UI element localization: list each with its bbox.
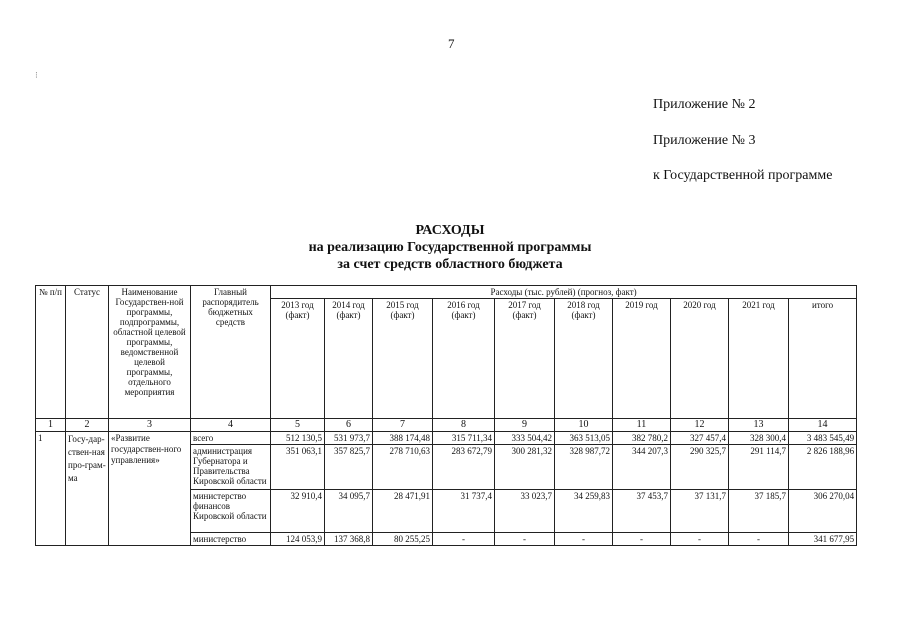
- row-value: 32 910,4: [271, 490, 325, 533]
- column-number: 1: [36, 419, 66, 432]
- row-value: 33 023,7: [495, 490, 555, 533]
- column-number: 4: [191, 419, 271, 432]
- row-value: 327 457,4: [671, 432, 729, 445]
- row-value: 357 825,7: [325, 445, 373, 490]
- header-expenses: Расходы (тыс. рублей) (прогноз, факт): [271, 286, 857, 299]
- row-manager: министерство: [191, 533, 271, 546]
- header-year: 2016 год (факт): [433, 299, 495, 419]
- row-manager: министерство финансов Кировской области: [191, 490, 271, 533]
- column-number: 9: [495, 419, 555, 432]
- row-value: 328 300,4: [729, 432, 789, 445]
- header-num: № п/п: [36, 286, 66, 419]
- row-value: 28 471,91: [373, 490, 433, 533]
- row-value: 80 255,25: [373, 533, 433, 546]
- row-value: -: [433, 533, 495, 546]
- column-number: 12: [671, 419, 729, 432]
- expenses-table: [35, 285, 857, 546]
- header-manager: Главный распорядитель бюджетных средств: [191, 286, 271, 419]
- title-line-2: на реализацию Государственной программы: [308, 240, 592, 255]
- column-number: 13: [729, 419, 789, 432]
- row-manager: всего: [191, 432, 271, 445]
- title-line-1: РАСХОДЫ: [415, 223, 485, 238]
- title-line-3: за счет средств областного бюджета: [337, 257, 563, 272]
- row-value: 512 130,5: [271, 432, 325, 445]
- row-value: 137 368,8: [325, 533, 373, 546]
- row-value: 37 131,7: [671, 490, 729, 533]
- row-value: 328 987,72: [555, 445, 613, 490]
- row-program-name: «Развитие государствен-ного управления»: [109, 432, 191, 546]
- row-value: 382 780,2: [613, 432, 671, 445]
- header-name: Наименование Государствен-ной программы, подпрограммы, областной целевой программы, ведомственной целевой программы, отдельного мероприятия: [109, 286, 191, 419]
- header-row-top: [36, 286, 857, 299]
- appendix-line-1: Приложение № 2: [653, 97, 756, 112]
- row-value: 333 504,42: [495, 432, 555, 445]
- column-number: 7: [373, 419, 433, 432]
- column-number: 2: [66, 419, 109, 432]
- header-year: 2021 год: [729, 299, 789, 419]
- appendix-line-3: к Государственной программе: [653, 168, 833, 183]
- row-value: -: [671, 533, 729, 546]
- column-number: 11: [613, 419, 671, 432]
- header-total: итого: [789, 299, 857, 419]
- header-year: 2017 год (факт): [495, 299, 555, 419]
- row-value: 37 453,7: [613, 490, 671, 533]
- row-value: -: [613, 533, 671, 546]
- row-value: -: [555, 533, 613, 546]
- row-value: 290 325,7: [671, 445, 729, 490]
- row-total: 3 483 545,49: [789, 432, 857, 445]
- header-year: 2013 год (факт): [271, 299, 325, 419]
- header-year: 2018 год (факт): [555, 299, 613, 419]
- row-value: 34 259,83: [555, 490, 613, 533]
- row-value: 278 710,63: [373, 445, 433, 490]
- row-total: 306 270,04: [789, 490, 857, 533]
- header-year: 2019 год: [613, 299, 671, 419]
- row-value: 351 063,1: [271, 445, 325, 490]
- row-value: 31 737,4: [433, 490, 495, 533]
- row-value: 363 513,05: [555, 432, 613, 445]
- row-value: 283 672,79: [433, 445, 495, 490]
- column-number: 3: [109, 419, 191, 432]
- column-number: 14: [789, 419, 857, 432]
- column-number: 8: [433, 419, 495, 432]
- header-year: 2014 год (факт): [325, 299, 373, 419]
- row-value: 34 095,7: [325, 490, 373, 533]
- row-value: 344 207,3: [613, 445, 671, 490]
- column-number: 5: [271, 419, 325, 432]
- row-value: 291 114,7: [729, 445, 789, 490]
- row-value: 300 281,32: [495, 445, 555, 490]
- scan-artifact: ⁝: [35, 70, 38, 80]
- row-value: 388 174,48: [373, 432, 433, 445]
- row-manager: администрация Губернатора и Правительства Кировской области: [191, 445, 271, 490]
- column-number: 10: [555, 419, 613, 432]
- page-number: 7: [448, 36, 455, 51]
- row-status: Госу-дар-ствен-ная про-грам-ма: [66, 432, 109, 546]
- row-value: -: [729, 533, 789, 546]
- row-value: -: [495, 533, 555, 546]
- header-status: Статус: [66, 286, 109, 419]
- row-value: 37 185,7: [729, 490, 789, 533]
- header-year: 2020 год: [671, 299, 729, 419]
- document-title: [230, 222, 670, 273]
- row-value: 531 973,7: [325, 432, 373, 445]
- row-total: 2 826 188,96: [789, 445, 857, 490]
- row-value: 124 053,9: [271, 533, 325, 546]
- row-value: 315 711,34: [433, 432, 495, 445]
- column-number: 6: [325, 419, 373, 432]
- row-total: 341 677,95: [789, 533, 857, 546]
- header-year: 2015 год (факт): [373, 299, 433, 419]
- column-number-row: [36, 419, 857, 432]
- table-row: [36, 432, 857, 445]
- appendix-line-2: Приложение № 3: [653, 133, 756, 148]
- row-number: 1: [36, 432, 66, 546]
